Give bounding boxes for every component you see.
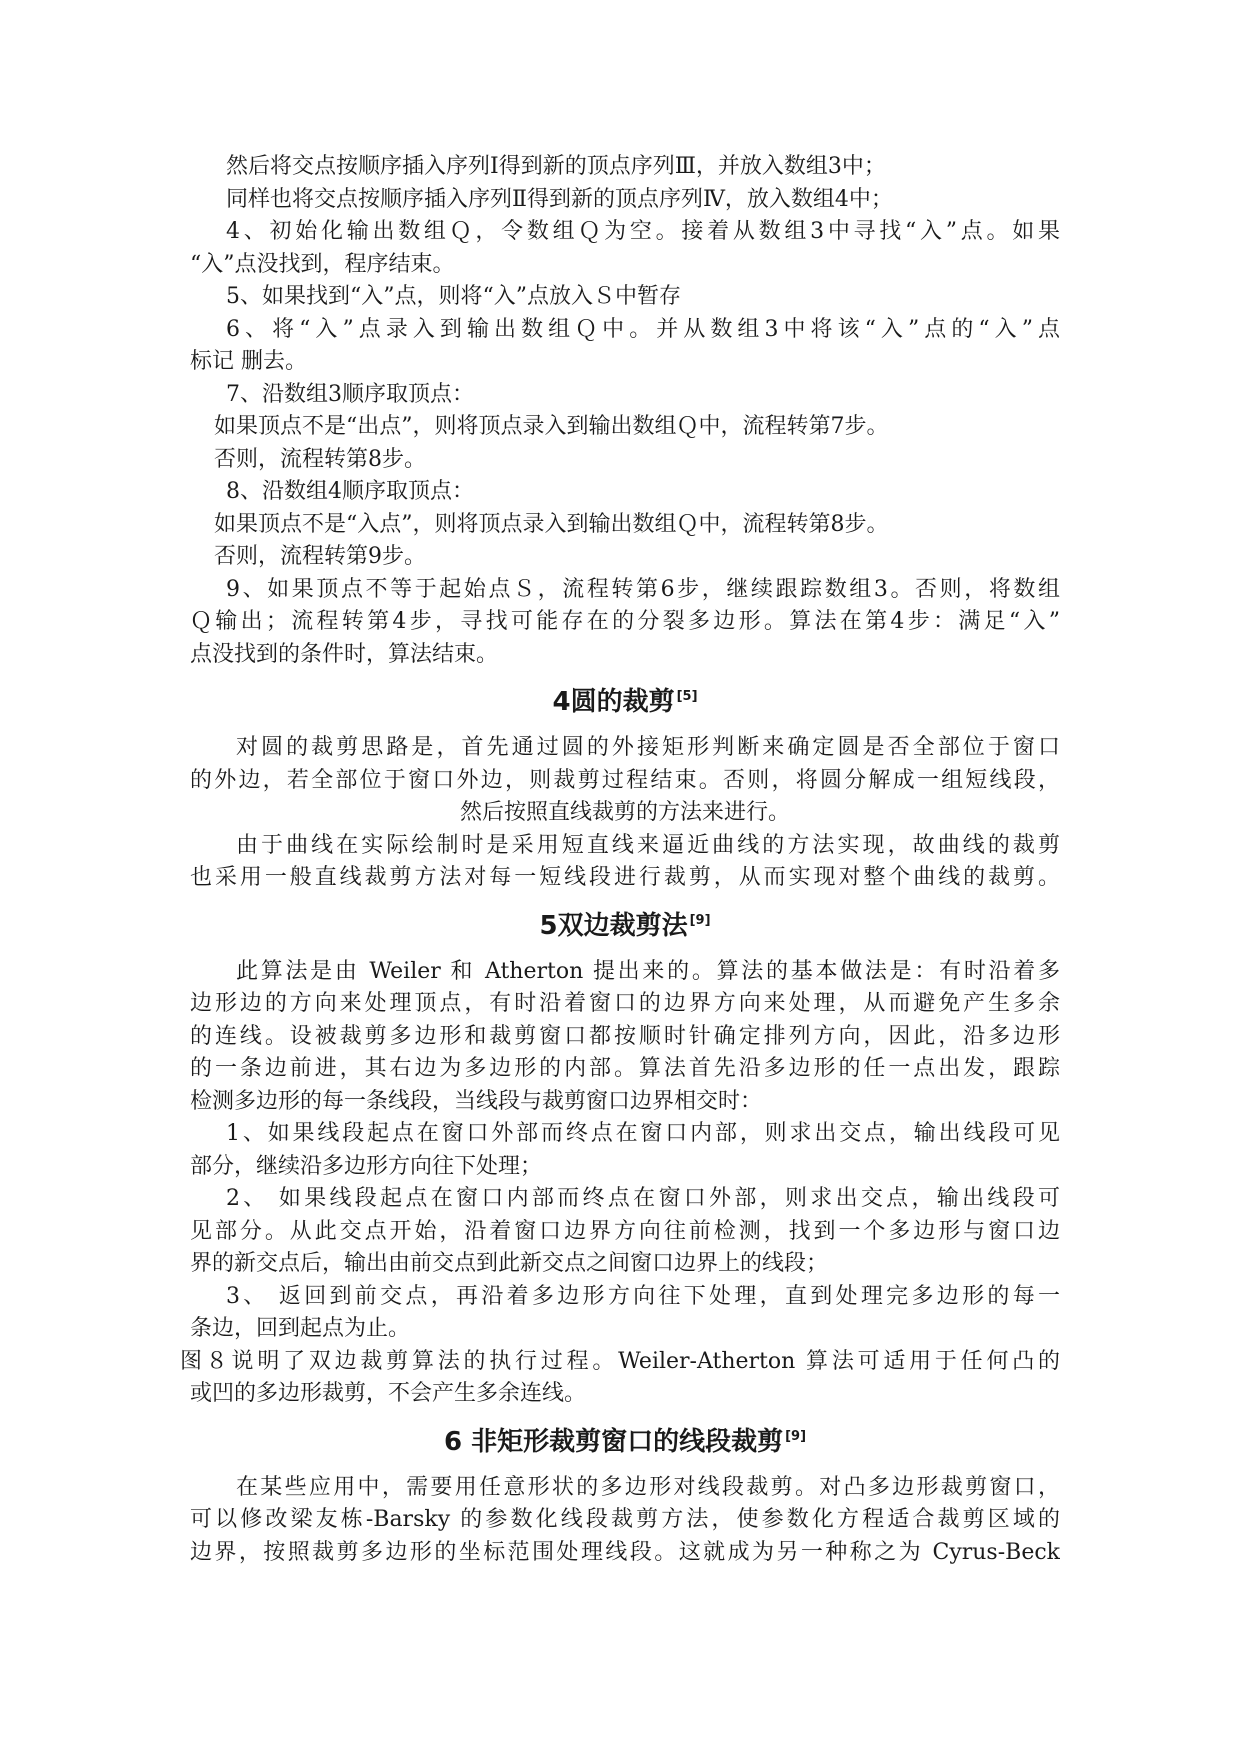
paragraph-line: 检测多边形的每一条线段，当线段与裁剪窗口边界相交时： xyxy=(190,1088,763,1114)
section-heading xyxy=(190,905,1060,942)
paragraph-line: 边界，按照裁剪多边形的坐标范围处理线段。这就成为另一种称之为 Cyrus-Beck xyxy=(190,1539,1060,1565)
paragraph-line: 3、 返回到前交点，再沿着多边形方向往下处理，直到处理完多边形的每一 xyxy=(226,1283,1060,1309)
paragraph-line: 的连线。设被裁剪多边形和裁剪窗口都按顺时针确定排列方向，因此，沿多边形 xyxy=(190,1023,1060,1049)
paragraph-line: 由于曲线在实际绘制时是采用短直线来逼近曲线的方法实现，故曲线的裁剪 xyxy=(236,832,1060,858)
section-heading xyxy=(190,681,1060,718)
paragraph-line: 如果顶点不是“入点”，则将顶点录入到输出数组Ｑ中，流程转第8步。 xyxy=(214,511,889,537)
paragraph-line: 界的新交点后，输出由前交点到此新交点之间窗口边界上的线段； xyxy=(190,1251,829,1276)
paragraph-line: 7、沿数组3顺序取顶点： xyxy=(226,381,474,407)
section-title: 6 非矩形裁剪窗口的线段裁剪 xyxy=(443,1426,784,1457)
paragraph-line: 部分，继续沿多边形方向往下处理； xyxy=(190,1153,543,1179)
paragraph-line: Ｑ输出；流程转第4步，寻找可能存在的分裂多边形。算法在第4步：满足“入” xyxy=(190,609,1060,634)
paragraph-line: 对圆的裁剪思路是，首先通过圆的外接矩形判断来确定圆是否全部位于窗口 xyxy=(236,735,1060,760)
paragraph-line: 否则，流程转第9步。 xyxy=(214,544,426,569)
section-title: 4圆的裁剪 xyxy=(552,687,675,717)
citation-ref: [5] xyxy=(676,689,698,705)
paragraph-line: 标记 删去。 xyxy=(190,349,307,374)
paragraph-line: 边形边的方向来处理顶点，有时沿着窗口的边界方向来处理，从而避免产生多余 xyxy=(190,991,1060,1016)
paragraph-line: 条边，回到起点为止。 xyxy=(190,1316,411,1341)
paragraph-line: 图８说明了双边裁剪算法的执行过程。Weiler-Atherton 算法可适用于任何凸的 xyxy=(180,1348,1060,1374)
paragraph-line: 在某些应用中，需要用任意形状的多边形对线段裁剪。对凸多边形裁剪窗口， xyxy=(236,1474,1060,1500)
section-title: 5双边裁剪法 xyxy=(539,910,688,941)
paragraph-line: 也采用一般直线裁剪方法对每一短线段进行裁剪，从而实现对整个曲线的裁剪。 xyxy=(190,865,1060,890)
paragraph-line: 2、 如果线段起点在窗口内部而终点在窗口外部，则求出交点，输出线段可 xyxy=(226,1186,1060,1211)
paragraph-line: 9、如果顶点不等于起始点Ｓ，流程转第6步，继续跟踪数组3。否则，将数组 xyxy=(226,576,1060,602)
paragraph-line: 5、如果找到“入”点，则将“入”点放入Ｓ中暂存 xyxy=(226,284,681,309)
paragraph-line: 的一条边前进，其右边为多边形的内部。算法首先沿多边形的任一点出发，跟踪 xyxy=(190,1056,1060,1081)
paragraph-line: 然后按照直线裁剪的方法来进行。 xyxy=(459,800,790,825)
paragraph-line: 点没找到的条件时，算法结束。 xyxy=(190,641,499,667)
paragraph-line: 然后将交点按顺序插入序列Ⅰ得到新的顶点序列Ⅲ，并放入数组3中； xyxy=(226,154,886,179)
paragraph-line: 的外边，若全部位于窗口外边，则裁剪过程结束。否则，将圆分解成一组短线段， xyxy=(190,767,1060,793)
citation-ref: [9] xyxy=(689,912,711,928)
paragraph-line: 8、沿数组4顺序取顶点： xyxy=(226,479,474,504)
paragraph-line: 如果顶点不是“出点”，则将顶点录入到输出数组Ｑ中，流程转第7步。 xyxy=(214,414,889,439)
paragraph-line: 此算法是由 Weiler 和 Atherton 提出来的。算法的基本做法是：有时沿着多 xyxy=(236,958,1060,984)
paragraph-line: 1、如果线段起点在窗口外部而终点在窗口内部，则求出交点，输出线段可见 xyxy=(226,1121,1060,1146)
paragraph-line: 或凹的多边形裁剪，不会产生多余连线。 xyxy=(190,1381,587,1406)
paragraph-line: 同样也将交点按顺序插入序列Ⅱ得到新的顶点序列Ⅳ，放入数组4中； xyxy=(226,186,893,212)
paragraph-line: 6、将“入”点录入到输出数组Ｑ中。并从数组3中将该“入”点的“入”点 xyxy=(226,316,1060,342)
paragraph-line: 4、初始化输出数组Ｑ，令数组Ｑ为空。接着从数组3中寻找“入”点。如果 xyxy=(226,219,1060,244)
paragraph-line: 可以修改梁友栋-Barsky 的参数化线段裁剪方法，使参数化方程适合裁剪区域的 xyxy=(190,1507,1060,1532)
paragraph-line: “入”点没找到，程序结束。 xyxy=(190,251,455,277)
citation-ref: [9] xyxy=(785,1428,807,1444)
paragraph-line: 否则，流程转第8步。 xyxy=(214,446,426,472)
paragraph-line: 见部分。从此交点开始，沿着窗口边界方向往前检测，找到一个多边形与窗口边 xyxy=(190,1218,1060,1244)
page-content xyxy=(180,151,1060,1569)
section-heading xyxy=(190,1421,1060,1458)
